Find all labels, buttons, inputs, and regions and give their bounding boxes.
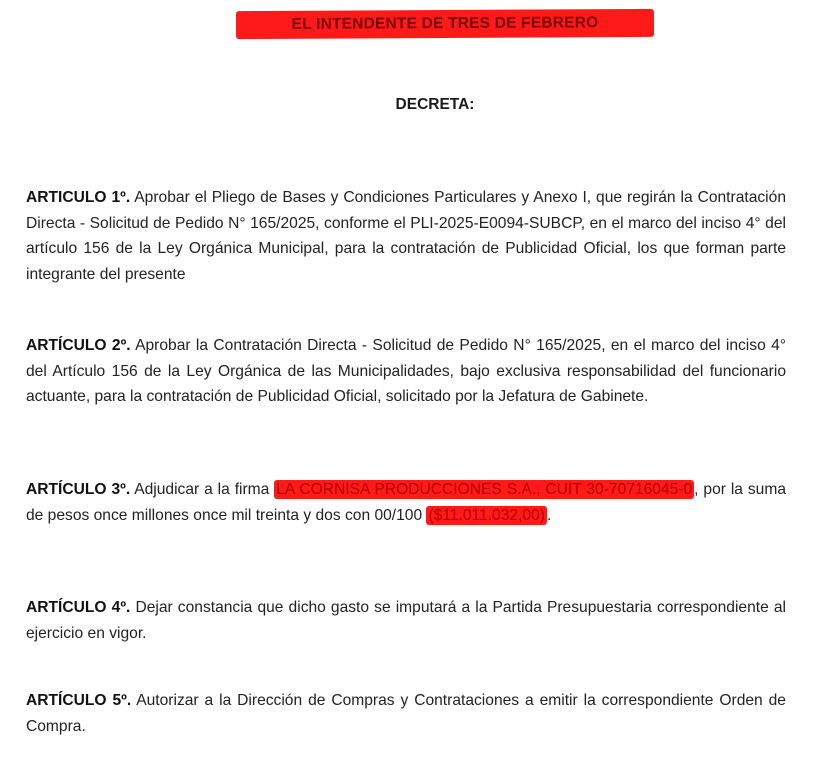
article-3-label: ARTÍCULO 3º. — [26, 481, 131, 498]
article-3-text-middle: , por la suma de pesos once millones once mil treinta y dos con 00/100 — [26, 481, 786, 524]
article-3-text-before: Adjudicar a la firma — [130, 481, 275, 498]
title-highlight — [236, 9, 654, 39]
redacted-amount-highlight: ($11.011.032,00) — [428, 506, 545, 524]
article-4 — [26, 595, 786, 646]
article-3-text-after: . — [546, 506, 552, 524]
article-2-label: ARTÍCULO 2º. — [26, 337, 131, 354]
article-2 — [26, 333, 786, 410]
article-3 — [26, 477, 786, 528]
article-5-label: ARTÍCULO 5º. — [26, 692, 132, 709]
article-1 — [26, 185, 786, 287]
article-4-text: Dejar constancia que dicho gasto se imputará a la Partida Presupuestaria correspondiente al ejercicio en vigor. — [26, 599, 786, 642]
article-2-text: Aprobar la Contratación Directa - Solicitud de Pedido N° 165/2025, en el marco del inciso 4° del Artículo 156 de la Ley Orgánica de las Municipalidades, bajo exclusiva responsabilidad del funcionario actuante, para la contratación de Publicidad Oficial, solicitado por la Jefatura de Gabinete. — [26, 337, 786, 405]
article-5 — [26, 688, 786, 739]
article-5-text: Autorizar a la Dirección de Compras y Contrataciones a emitir la correspondiente Orden de Compra. — [26, 692, 786, 735]
article-4-label: ARTÍCULO 4º. — [26, 599, 131, 616]
article-1-label: ARTICULO 1º. — [26, 189, 131, 206]
decree-header-title: EL INTENDENTE DE TRES DE FEBRERO — [291, 14, 599, 33]
article-1-text: Aprobar el Pliego de Bases y Condiciones Particulares y Anexo I, que regirán la Contratación Directa - Solicitud de Pedido N° 165/2025, conforme el PLI-2025-E0094-SUBCP, en el marco del inciso 4° del artículo 156 de la Ley Orgánica Municipal, para la contratación de Publicidad Oficial, los que forman parte integrante del presente — [26, 189, 786, 283]
redacted-firm-highlight: LA CORNISA PRODUCCIONES S.A., CUIT 30-70716045-0 — [276, 481, 693, 498]
decreta-heading: DECRETA: — [395, 96, 475, 113]
